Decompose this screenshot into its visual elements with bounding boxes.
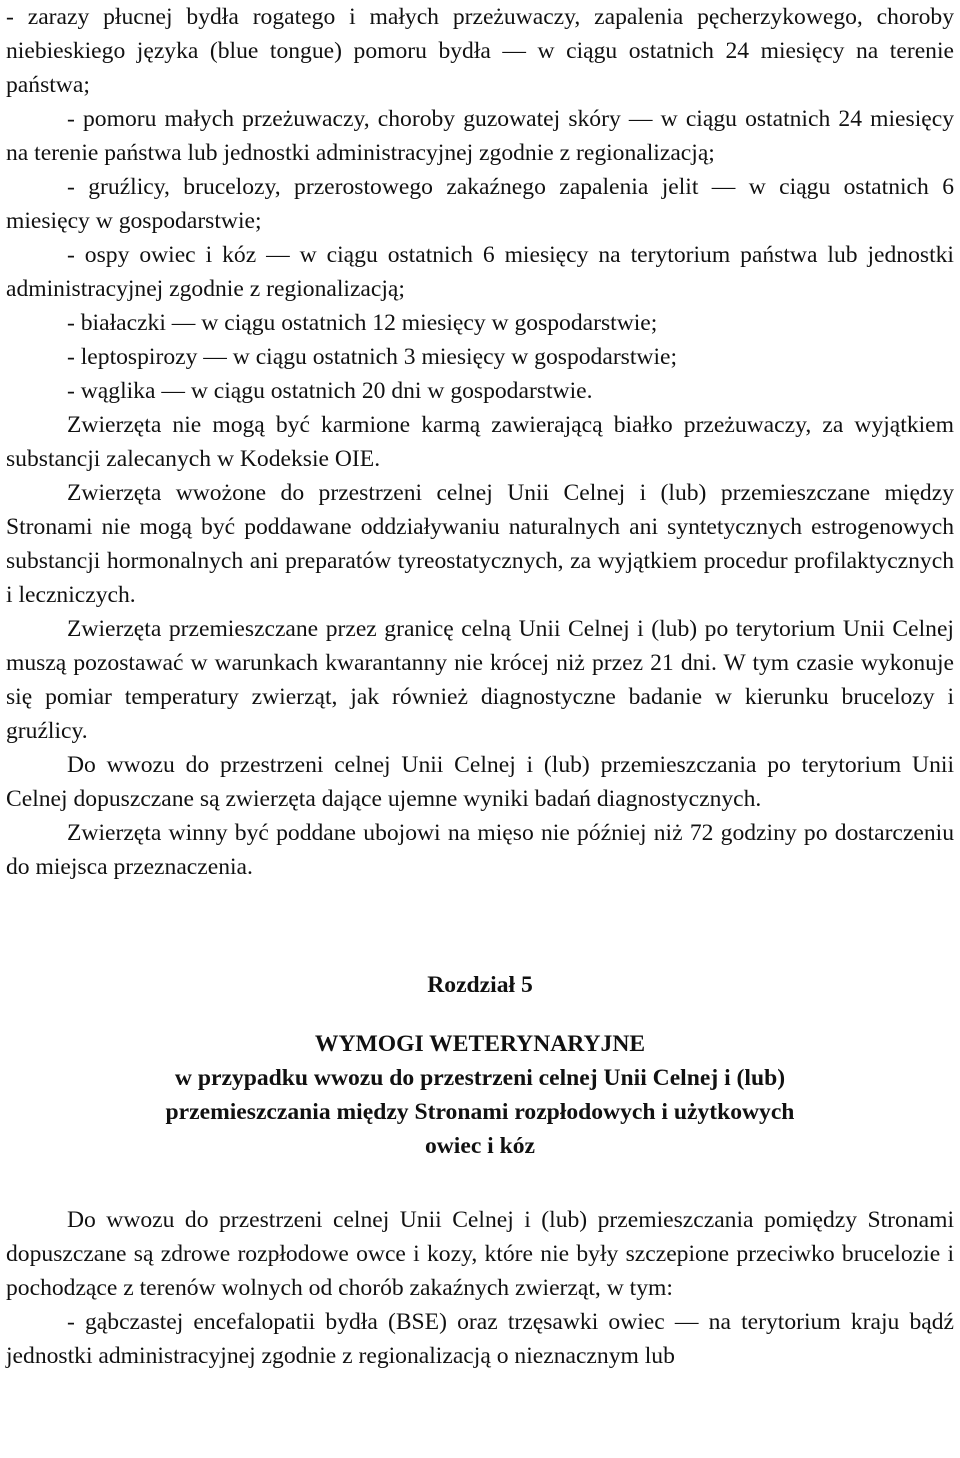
chapter-title-line-3: przemieszczania między Stronami rozpłodowych i użytkowych (165, 1099, 795, 1125)
chapter-title-line-4: owiec i kóz (424, 1133, 536, 1159)
paragraph-import-conditions: Do wwozu do przestrzeni celnej Unii Celnej i (lub) przemieszczania pomiędzy Stronami dopuszczane są zdrowe rozpłodowe owce i kozy, które nie były szczepione przeciwko brucelozie i pochodzące z terenów wolnych od chorób zakaźnych zwierząt, w tym: (6, 1207, 954, 1301)
list-item-disease-6: - leptospirozy — w ciągu ostatnich 3 miesięcy w gospodarstwie; (67, 344, 678, 370)
paragraph-feed: Zwierzęta nie mogą być karmione karmą zawierającą białko przeżuwaczy, za wyjątkiem substancji zalecanych w Kodeksie OIE. (6, 412, 954, 472)
chapter-title-line-2: w przypadku wwozu do przestrzeni celnej Unii Celnej i (lub) (174, 1065, 786, 1091)
chapter-number: Rozdział 5 (427, 972, 533, 998)
list-item-bse: - gąbczastej encefalopatii bydła (BSE) oraz trzęsawki owiec — na terytorium kraju bądź jednostki administracyjnej zgodnie z regionalizacją o nieznacznym lub (6, 1309, 954, 1369)
list-item-disease-3: - gruźlicy, brucelozy, przerostowego zakaźnego zapalenia jelit — w ciągu ostatnich 6 miesięcy w gospodarstwie; (6, 174, 954, 234)
document-body-bottom (0, 1203, 960, 1373)
chapter-title-line-1: WYMOGI WETERYNARYJNE (314, 1031, 646, 1057)
list-item-disease-2: - pomoru małych przeżuwaczy, choroby guzowatej skóry — w ciągu ostatnich 24 miesięcy na terenie państwa lub jednostki administracyjnej zgodnie z regionalizacją; (6, 106, 954, 166)
chapter-heading (0, 968, 960, 1163)
paragraph-slaughter: Zwierzęta winny być poddane ubojowi na mięso nie później niż 72 godziny po dostarczeniu do miejsca przeznaczenia. (6, 820, 954, 880)
paragraph-diagnostics: Do wwozu do przestrzeni celnej Unii Celnej i (lub) przemieszczania po terytorium Unii Celnej dopuszczane są zwierzęta dające ujemne wyniki badań diagnostycznych. (6, 752, 954, 812)
paragraph-hormones: Zwierzęta wwożone do przestrzeni celnej Unii Celnej i (lub) przemieszczane między Stronami nie mogą być poddawane oddziaływaniu naturalnych ani syntetycznych estrogenowych substancji hormonalnych ani preparatów tyreostatycznych, za wyjątkiem procedur profilaktycznych i leczniczych. (6, 480, 954, 608)
paragraph-quarantine: Zwierzęta przemieszczane przez granicę celną Unii Celnej i (lub) po terytorium Unii Celnej muszą pozostawać w warunkach kwarantanny nie krócej niż przez 21 dni. W tym czasie wykonuje się pomiar temperatury zwierząt, jak również diagnostyczne badanie w kierunku brucelozy i gruźlicy. (6, 616, 954, 744)
list-item-disease-7: - wąglika — w ciągu ostatnich 20 dni w gospodarstwie. (67, 378, 593, 404)
list-item-disease-5: - białaczki — w ciągu ostatnich 12 miesięcy w gospodarstwie; (67, 310, 658, 336)
list-item-disease-1: - zarazy płucnej bydła rogatego i małych przeżuwaczy, zapalenia pęcherzykowego, choroby niebieskiego języka (blue tongue) pomoru bydła — w ciągu ostatnich 24 miesięcy na terenie państwa; (6, 4, 954, 98)
list-item-disease-4: - ospy owiec i kóz — w ciągu ostatnich 6 miesięcy na terytorium państwa lub jednostki administracyjnej zgodnie z regionalizacją; (6, 242, 954, 302)
